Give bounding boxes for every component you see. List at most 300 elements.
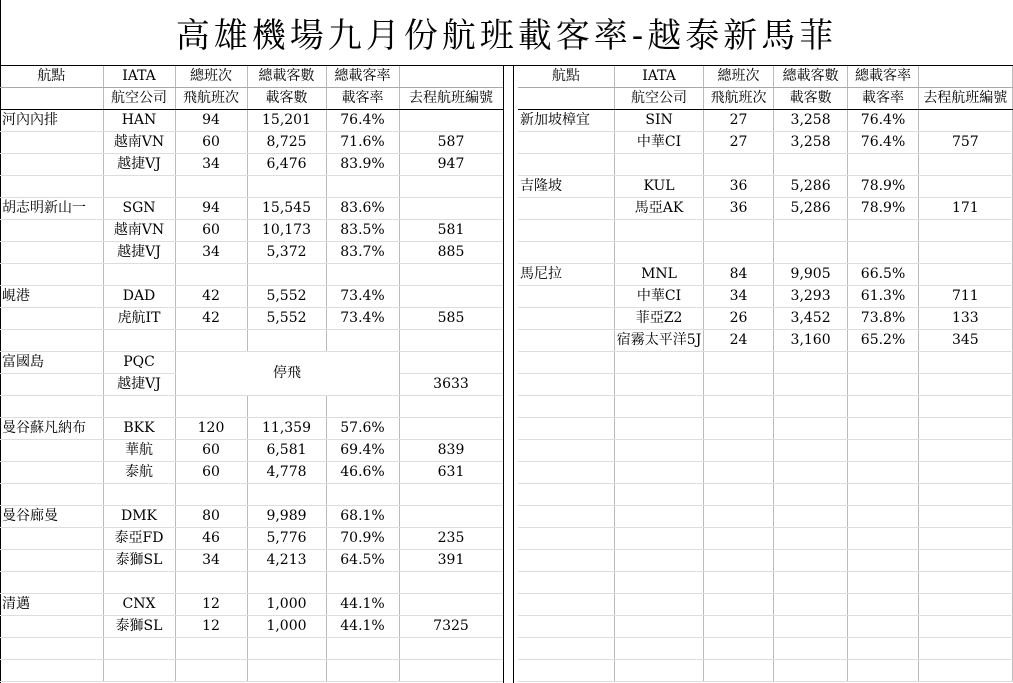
cell-flight-number[interactable] bbox=[918, 220, 1012, 242]
cell-flights[interactable] bbox=[175, 176, 247, 198]
cell-flights[interactable] bbox=[704, 440, 773, 462]
cell-flight-number[interactable] bbox=[918, 440, 1012, 462]
cell-iata-airline[interactable]: 越南VN bbox=[103, 132, 175, 154]
cell-load-factor[interactable]: 83.9% bbox=[326, 154, 399, 176]
cell-load-factor[interactable] bbox=[848, 594, 918, 616]
cell-iata-airline[interactable] bbox=[614, 352, 704, 374]
cell-load-factor[interactable] bbox=[326, 264, 399, 286]
cell-route[interactable]: 曼谷蘇凡納布 bbox=[0, 418, 103, 440]
cell-route[interactable] bbox=[518, 154, 614, 176]
cell-passengers[interactable] bbox=[773, 396, 848, 418]
cell-load-factor[interactable]: 73.8% bbox=[848, 308, 918, 330]
cell-flights[interactable]: 27 bbox=[704, 132, 773, 154]
cell-iata-airline[interactable]: 泰獅SL bbox=[103, 550, 175, 572]
cell-load-factor[interactable] bbox=[848, 352, 918, 374]
cell-flight-number[interactable] bbox=[918, 264, 1012, 286]
cell-flights[interactable] bbox=[704, 396, 773, 418]
cell-flight-number[interactable] bbox=[918, 594, 1012, 616]
cell-load-factor[interactable]: 76.4% bbox=[848, 132, 918, 154]
cell-flights[interactable]: 84 bbox=[704, 264, 773, 286]
header-route[interactable] bbox=[0, 88, 103, 110]
cell-load-factor[interactable] bbox=[848, 374, 918, 396]
cell-iata-airline[interactable] bbox=[614, 660, 704, 682]
cell-route[interactable] bbox=[518, 132, 614, 154]
cell-iata-airline[interactable]: 泰獅SL bbox=[103, 616, 175, 638]
cell-passengers[interactable]: 9,989 bbox=[247, 506, 326, 528]
cell-load-factor[interactable]: 73.4% bbox=[326, 308, 399, 330]
cell-iata-airline[interactable]: 華航 bbox=[103, 440, 175, 462]
cell-flights[interactable] bbox=[704, 374, 773, 396]
cell-flights[interactable] bbox=[175, 264, 247, 286]
cell-load-factor[interactable] bbox=[326, 484, 399, 506]
cell-passengers[interactable] bbox=[773, 616, 848, 638]
cell-passengers[interactable]: 10,173 bbox=[247, 220, 326, 242]
cell-flight-number[interactable] bbox=[918, 484, 1012, 506]
cell-flight-number[interactable]: 585 bbox=[399, 308, 503, 330]
cell-iata-airline[interactable]: HAN bbox=[103, 110, 175, 132]
cell-iata-airline[interactable] bbox=[103, 330, 175, 352]
cell-flights[interactable] bbox=[704, 528, 773, 550]
cell-flights[interactable]: 120 bbox=[175, 418, 247, 440]
cell-iata-airline[interactable]: 中華CI bbox=[614, 286, 704, 308]
cell-iata-airline[interactable] bbox=[614, 396, 704, 418]
cell-passengers[interactable] bbox=[773, 484, 848, 506]
cell-route[interactable] bbox=[0, 242, 103, 264]
cell-load-factor[interactable] bbox=[848, 242, 918, 264]
cell-load-factor[interactable]: 76.4% bbox=[848, 110, 918, 132]
cell-flight-number[interactable] bbox=[918, 418, 1012, 440]
header-flight-number[interactable]: 去程航班編號 bbox=[399, 88, 503, 110]
cell-load-factor[interactable] bbox=[848, 220, 918, 242]
cell-iata-airline[interactable] bbox=[614, 594, 704, 616]
cell-route[interactable] bbox=[0, 374, 103, 396]
header-flight-number[interactable] bbox=[918, 66, 1012, 88]
header-passengers[interactable]: 載客數 bbox=[247, 88, 326, 110]
cell-passengers[interactable] bbox=[773, 374, 848, 396]
cell-passengers[interactable] bbox=[773, 638, 848, 660]
cell-flights[interactable]: 46 bbox=[175, 528, 247, 550]
cell-flights[interactable]: 60 bbox=[175, 132, 247, 154]
cell-passengers[interactable]: 3,160 bbox=[773, 330, 848, 352]
cell-passengers[interactable] bbox=[773, 352, 848, 374]
cell-iata-airline[interactable]: SIN bbox=[614, 110, 704, 132]
cell-route[interactable]: 新加坡樟宜 bbox=[518, 110, 614, 132]
header-load-factor[interactable]: 總載客率 bbox=[848, 66, 918, 88]
cell-load-factor[interactable]: 78.9% bbox=[848, 198, 918, 220]
cell-load-factor[interactable] bbox=[848, 660, 918, 682]
cell-flight-number[interactable] bbox=[918, 462, 1012, 484]
header-iata-airline[interactable]: IATA bbox=[614, 66, 704, 88]
header-iata-airline[interactable]: IATA bbox=[103, 66, 175, 88]
cell-passengers[interactable]: 4,213 bbox=[247, 550, 326, 572]
cell-iata-airline[interactable] bbox=[614, 374, 704, 396]
cell-iata-airline[interactable]: KUL bbox=[614, 176, 704, 198]
cell-flights[interactable] bbox=[704, 572, 773, 594]
cell-iata-airline[interactable] bbox=[614, 616, 704, 638]
cell-flight-number[interactable]: 947 bbox=[399, 154, 503, 176]
cell-load-factor[interactable]: 83.6% bbox=[326, 198, 399, 220]
cell-flights[interactable] bbox=[704, 242, 773, 264]
suspended-cell[interactable]: 停飛 bbox=[175, 352, 399, 396]
cell-flights[interactable] bbox=[175, 330, 247, 352]
cell-flights[interactable]: 12 bbox=[175, 594, 247, 616]
cell-flights[interactable]: 34 bbox=[175, 242, 247, 264]
cell-flight-number[interactable]: 133 bbox=[918, 308, 1012, 330]
cell-route[interactable]: 峴港 bbox=[0, 286, 103, 308]
cell-flight-number[interactable] bbox=[399, 396, 503, 418]
cell-flights[interactable] bbox=[175, 484, 247, 506]
cell-iata-airline[interactable]: 中華CI bbox=[614, 132, 704, 154]
cell-flights[interactable] bbox=[704, 594, 773, 616]
cell-route[interactable]: 曼谷廊曼 bbox=[0, 506, 103, 528]
cell-load-factor[interactable]: 83.7% bbox=[326, 242, 399, 264]
cell-flight-number[interactable] bbox=[399, 352, 503, 374]
cell-flights[interactable]: 34 bbox=[175, 550, 247, 572]
cell-load-factor[interactable]: 61.3% bbox=[848, 286, 918, 308]
cell-flight-number[interactable]: 587 bbox=[399, 132, 503, 154]
cell-route[interactable] bbox=[518, 528, 614, 550]
cell-flights[interactable] bbox=[704, 550, 773, 572]
cell-flights[interactable] bbox=[704, 154, 773, 176]
cell-flight-number[interactable] bbox=[918, 176, 1012, 198]
cell-flight-number[interactable] bbox=[399, 176, 503, 198]
cell-flights[interactable] bbox=[704, 506, 773, 528]
cell-flight-number[interactable] bbox=[918, 638, 1012, 660]
cell-flights[interactable] bbox=[704, 484, 773, 506]
cell-load-factor[interactable] bbox=[326, 396, 399, 418]
cell-route[interactable] bbox=[518, 440, 614, 462]
cell-iata-airline[interactable] bbox=[614, 440, 704, 462]
cell-iata-airline[interactable] bbox=[103, 484, 175, 506]
cell-passengers[interactable]: 5,286 bbox=[773, 176, 848, 198]
cell-flight-number[interactable]: 3633 bbox=[399, 374, 503, 396]
header-iata-airline[interactable]: 航空公司 bbox=[103, 88, 175, 110]
cell-flight-number[interactable]: 885 bbox=[399, 242, 503, 264]
cell-route[interactable] bbox=[518, 220, 614, 242]
cell-flight-number[interactable] bbox=[399, 638, 503, 660]
cell-load-factor[interactable]: 64.5% bbox=[326, 550, 399, 572]
cell-load-factor[interactable] bbox=[848, 506, 918, 528]
cell-load-factor[interactable]: 65.2% bbox=[848, 330, 918, 352]
cell-passengers[interactable]: 5,372 bbox=[247, 242, 326, 264]
cell-route[interactable] bbox=[0, 638, 103, 660]
cell-passengers[interactable]: 9,905 bbox=[773, 264, 848, 286]
cell-passengers[interactable] bbox=[247, 176, 326, 198]
cell-load-factor[interactable]: 76.4% bbox=[326, 110, 399, 132]
cell-flights[interactable] bbox=[175, 572, 247, 594]
cell-flight-number[interactable] bbox=[918, 396, 1012, 418]
header-flight-number[interactable]: 去程航班編號 bbox=[918, 88, 1012, 110]
header-passengers[interactable]: 總載客數 bbox=[773, 66, 848, 88]
cell-flights[interactable]: 94 bbox=[175, 198, 247, 220]
cell-load-factor[interactable] bbox=[848, 440, 918, 462]
cell-flight-number[interactable]: 631 bbox=[399, 462, 503, 484]
cell-flight-number[interactable]: 757 bbox=[918, 132, 1012, 154]
cell-load-factor[interactable] bbox=[326, 176, 399, 198]
cell-load-factor[interactable] bbox=[848, 616, 918, 638]
cell-load-factor[interactable]: 71.6% bbox=[326, 132, 399, 154]
cell-route[interactable] bbox=[518, 594, 614, 616]
cell-flight-number[interactable] bbox=[399, 506, 503, 528]
cell-iata-airline[interactable]: 菲亞Z2 bbox=[614, 308, 704, 330]
cell-iata-airline[interactable]: 泰航 bbox=[103, 462, 175, 484]
cell-flights[interactable] bbox=[175, 396, 247, 418]
cell-route[interactable] bbox=[0, 308, 103, 330]
cell-load-factor[interactable]: 69.4% bbox=[326, 440, 399, 462]
cell-load-factor[interactable] bbox=[848, 638, 918, 660]
cell-flights[interactable] bbox=[175, 638, 247, 660]
cell-route[interactable] bbox=[0, 550, 103, 572]
cell-passengers[interactable] bbox=[773, 418, 848, 440]
cell-iata-airline[interactable]: SGN bbox=[103, 198, 175, 220]
cell-passengers[interactable] bbox=[773, 242, 848, 264]
cell-flights[interactable]: 27 bbox=[704, 110, 773, 132]
cell-flight-number[interactable] bbox=[399, 660, 503, 682]
header-route[interactable] bbox=[518, 88, 614, 110]
cell-passengers[interactable] bbox=[773, 154, 848, 176]
cell-load-factor[interactable] bbox=[848, 418, 918, 440]
header-route[interactable]: 航點 bbox=[518, 66, 614, 88]
cell-route[interactable] bbox=[518, 418, 614, 440]
cell-iata-airline[interactable] bbox=[614, 418, 704, 440]
cell-flight-number[interactable]: 391 bbox=[399, 550, 503, 572]
cell-passengers[interactable] bbox=[247, 638, 326, 660]
header-flights[interactable]: 飛航班次 bbox=[704, 88, 773, 110]
cell-passengers[interactable] bbox=[773, 220, 848, 242]
cell-route[interactable] bbox=[518, 352, 614, 374]
header-iata-airline[interactable]: 航空公司 bbox=[614, 88, 704, 110]
cell-flights[interactable] bbox=[704, 220, 773, 242]
cell-route[interactable] bbox=[518, 374, 614, 396]
cell-passengers[interactable]: 11,359 bbox=[247, 418, 326, 440]
cell-iata-airline[interactable]: BKK bbox=[103, 418, 175, 440]
cell-flight-number[interactable] bbox=[399, 484, 503, 506]
cell-route[interactable] bbox=[0, 572, 103, 594]
cell-route[interactable] bbox=[518, 396, 614, 418]
cell-flight-number[interactable]: 171 bbox=[918, 198, 1012, 220]
cell-iata-airline[interactable] bbox=[614, 572, 704, 594]
cell-route[interactable] bbox=[0, 484, 103, 506]
cell-flight-number[interactable] bbox=[918, 110, 1012, 132]
cell-passengers[interactable]: 5,286 bbox=[773, 198, 848, 220]
cell-load-factor[interactable] bbox=[326, 660, 399, 682]
cell-flight-number[interactable] bbox=[918, 352, 1012, 374]
cell-flight-number[interactable] bbox=[399, 572, 503, 594]
cell-load-factor[interactable] bbox=[848, 550, 918, 572]
cell-passengers[interactable]: 5,776 bbox=[247, 528, 326, 550]
cell-route[interactable] bbox=[0, 440, 103, 462]
cell-route[interactable] bbox=[518, 462, 614, 484]
cell-iata-airline[interactable]: 越捷VJ bbox=[103, 242, 175, 264]
cell-passengers[interactable]: 4,778 bbox=[247, 462, 326, 484]
cell-iata-airline[interactable]: MNL bbox=[614, 264, 704, 286]
cell-passengers[interactable]: 3,293 bbox=[773, 286, 848, 308]
cell-load-factor[interactable] bbox=[848, 484, 918, 506]
cell-load-factor[interactable] bbox=[848, 396, 918, 418]
cell-load-factor[interactable]: 70.9% bbox=[326, 528, 399, 550]
cell-passengers[interactable] bbox=[773, 462, 848, 484]
cell-flights[interactable] bbox=[704, 660, 773, 682]
cell-load-factor[interactable]: 83.5% bbox=[326, 220, 399, 242]
cell-iata-airline[interactable] bbox=[103, 264, 175, 286]
cell-flight-number[interactable] bbox=[918, 154, 1012, 176]
cell-passengers[interactable]: 5,552 bbox=[247, 286, 326, 308]
cell-flights[interactable]: 24 bbox=[704, 330, 773, 352]
cell-iata-airline[interactable] bbox=[103, 572, 175, 594]
cell-load-factor[interactable]: 68.1% bbox=[326, 506, 399, 528]
cell-iata-airline[interactable] bbox=[614, 638, 704, 660]
cell-route[interactable] bbox=[0, 264, 103, 286]
cell-flights[interactable] bbox=[175, 660, 247, 682]
cell-flight-number[interactable]: 711 bbox=[918, 286, 1012, 308]
cell-passengers[interactable]: 1,000 bbox=[247, 616, 326, 638]
cell-flight-number[interactable]: 7325 bbox=[399, 616, 503, 638]
cell-passengers[interactable]: 15,201 bbox=[247, 110, 326, 132]
cell-iata-airline[interactable] bbox=[103, 396, 175, 418]
cell-passengers[interactable]: 3,258 bbox=[773, 110, 848, 132]
cell-route[interactable] bbox=[518, 308, 614, 330]
cell-passengers[interactable] bbox=[247, 660, 326, 682]
cell-flight-number[interactable] bbox=[399, 264, 503, 286]
cell-iata-airline[interactable]: DMK bbox=[103, 506, 175, 528]
cell-load-factor[interactable]: 44.1% bbox=[326, 616, 399, 638]
cell-iata-airline[interactable]: CNX bbox=[103, 594, 175, 616]
cell-route[interactable] bbox=[518, 286, 614, 308]
cell-flights[interactable]: 34 bbox=[175, 154, 247, 176]
cell-route[interactable] bbox=[0, 462, 103, 484]
cell-route[interactable]: 富國島 bbox=[0, 352, 103, 374]
cell-load-factor[interactable]: 57.6% bbox=[326, 418, 399, 440]
cell-flights[interactable] bbox=[704, 616, 773, 638]
cell-route[interactable] bbox=[0, 330, 103, 352]
cell-route[interactable] bbox=[0, 132, 103, 154]
cell-flight-number[interactable] bbox=[918, 660, 1012, 682]
cell-flights[interactable]: 80 bbox=[175, 506, 247, 528]
cell-passengers[interactable]: 15,545 bbox=[247, 198, 326, 220]
cell-route[interactable] bbox=[0, 660, 103, 682]
cell-iata-airline[interactable] bbox=[614, 462, 704, 484]
cell-passengers[interactable] bbox=[773, 594, 848, 616]
cell-iata-airline[interactable]: PQC bbox=[103, 352, 175, 374]
cell-iata-airline[interactable]: 越捷VJ bbox=[103, 374, 175, 396]
cell-route[interactable]: 胡志明新山一 bbox=[0, 198, 103, 220]
cell-iata-airline[interactable]: 宿霧太平洋5J bbox=[614, 330, 704, 352]
cell-load-factor[interactable]: 73.4% bbox=[326, 286, 399, 308]
cell-iata-airline[interactable] bbox=[103, 638, 175, 660]
cell-passengers[interactable] bbox=[773, 660, 848, 682]
cell-route[interactable] bbox=[518, 550, 614, 572]
cell-flight-number[interactable] bbox=[399, 594, 503, 616]
cell-flight-number[interactable] bbox=[918, 550, 1012, 572]
cell-passengers[interactable] bbox=[773, 572, 848, 594]
cell-iata-airline[interactable]: 越捷VJ bbox=[103, 154, 175, 176]
cell-route[interactable] bbox=[0, 396, 103, 418]
cell-passengers[interactable]: 3,258 bbox=[773, 132, 848, 154]
cell-iata-airline[interactable] bbox=[614, 528, 704, 550]
cell-flights[interactable]: 42 bbox=[175, 308, 247, 330]
cell-flights[interactable]: 60 bbox=[175, 462, 247, 484]
cell-flight-number[interactable] bbox=[918, 506, 1012, 528]
cell-passengers[interactable]: 6,581 bbox=[247, 440, 326, 462]
cell-flight-number[interactable] bbox=[399, 330, 503, 352]
cell-route[interactable] bbox=[518, 660, 614, 682]
header-flights[interactable]: 飛航班次 bbox=[175, 88, 247, 110]
cell-iata-airline[interactable] bbox=[614, 242, 704, 264]
cell-flight-number[interactable]: 839 bbox=[399, 440, 503, 462]
cell-load-factor[interactable] bbox=[326, 572, 399, 594]
cell-load-factor[interactable] bbox=[848, 572, 918, 594]
cell-flights[interactable]: 12 bbox=[175, 616, 247, 638]
cell-passengers[interactable] bbox=[773, 440, 848, 462]
cell-flights[interactable] bbox=[704, 462, 773, 484]
cell-iata-airline[interactable] bbox=[614, 220, 704, 242]
cell-flights[interactable]: 34 bbox=[704, 286, 773, 308]
header-load-factor[interactable]: 總載客率 bbox=[326, 66, 399, 88]
cell-load-factor[interactable]: 78.9% bbox=[848, 176, 918, 198]
cell-route[interactable] bbox=[518, 484, 614, 506]
cell-load-factor[interactable] bbox=[848, 528, 918, 550]
cell-flight-number[interactable] bbox=[399, 110, 503, 132]
cell-load-factor[interactable] bbox=[848, 154, 918, 176]
cell-iata-airline[interactable]: 泰亞FD bbox=[103, 528, 175, 550]
header-passengers[interactable]: 載客數 bbox=[773, 88, 848, 110]
cell-route[interactable] bbox=[518, 616, 614, 638]
cell-load-factor[interactable] bbox=[326, 638, 399, 660]
cell-iata-airline[interactable]: 虎航IT bbox=[103, 308, 175, 330]
cell-passengers[interactable]: 3,452 bbox=[773, 308, 848, 330]
cell-route[interactable] bbox=[518, 198, 614, 220]
cell-flights[interactable] bbox=[704, 418, 773, 440]
cell-flight-number[interactable]: 581 bbox=[399, 220, 503, 242]
cell-passengers[interactable] bbox=[773, 550, 848, 572]
cell-passengers[interactable] bbox=[773, 528, 848, 550]
cell-passengers[interactable] bbox=[247, 484, 326, 506]
cell-route[interactable] bbox=[0, 616, 103, 638]
cell-load-factor[interactable]: 46.6% bbox=[326, 462, 399, 484]
cell-route[interactable]: 清邁 bbox=[0, 594, 103, 616]
cell-passengers[interactable] bbox=[773, 506, 848, 528]
cell-route[interactable] bbox=[518, 506, 614, 528]
cell-passengers[interactable] bbox=[247, 264, 326, 286]
cell-passengers[interactable]: 1,000 bbox=[247, 594, 326, 616]
cell-passengers[interactable] bbox=[247, 396, 326, 418]
cell-iata-airline[interactable] bbox=[614, 506, 704, 528]
cell-passengers[interactable] bbox=[247, 572, 326, 594]
cell-flights[interactable]: 60 bbox=[175, 440, 247, 462]
cell-route[interactable] bbox=[518, 572, 614, 594]
cell-load-factor[interactable] bbox=[326, 330, 399, 352]
cell-flight-number[interactable] bbox=[399, 286, 503, 308]
header-flights[interactable]: 總班次 bbox=[704, 66, 773, 88]
cell-passengers[interactable]: 8,725 bbox=[247, 132, 326, 154]
cell-iata-airline[interactable]: DAD bbox=[103, 286, 175, 308]
cell-flights[interactable]: 60 bbox=[175, 220, 247, 242]
cell-route[interactable] bbox=[518, 330, 614, 352]
cell-route[interactable] bbox=[0, 220, 103, 242]
cell-passengers[interactable]: 6,476 bbox=[247, 154, 326, 176]
cell-flight-number[interactable] bbox=[399, 198, 503, 220]
cell-route[interactable] bbox=[0, 154, 103, 176]
cell-flight-number[interactable] bbox=[918, 572, 1012, 594]
cell-flights[interactable]: 36 bbox=[704, 176, 773, 198]
cell-route[interactable] bbox=[518, 242, 614, 264]
header-flight-number[interactable] bbox=[399, 66, 503, 88]
cell-flights[interactable] bbox=[704, 352, 773, 374]
cell-iata-airline[interactable] bbox=[614, 550, 704, 572]
cell-route[interactable]: 馬尼拉 bbox=[518, 264, 614, 286]
cell-iata-airline[interactable]: 越南VN bbox=[103, 220, 175, 242]
cell-passengers[interactable] bbox=[247, 330, 326, 352]
